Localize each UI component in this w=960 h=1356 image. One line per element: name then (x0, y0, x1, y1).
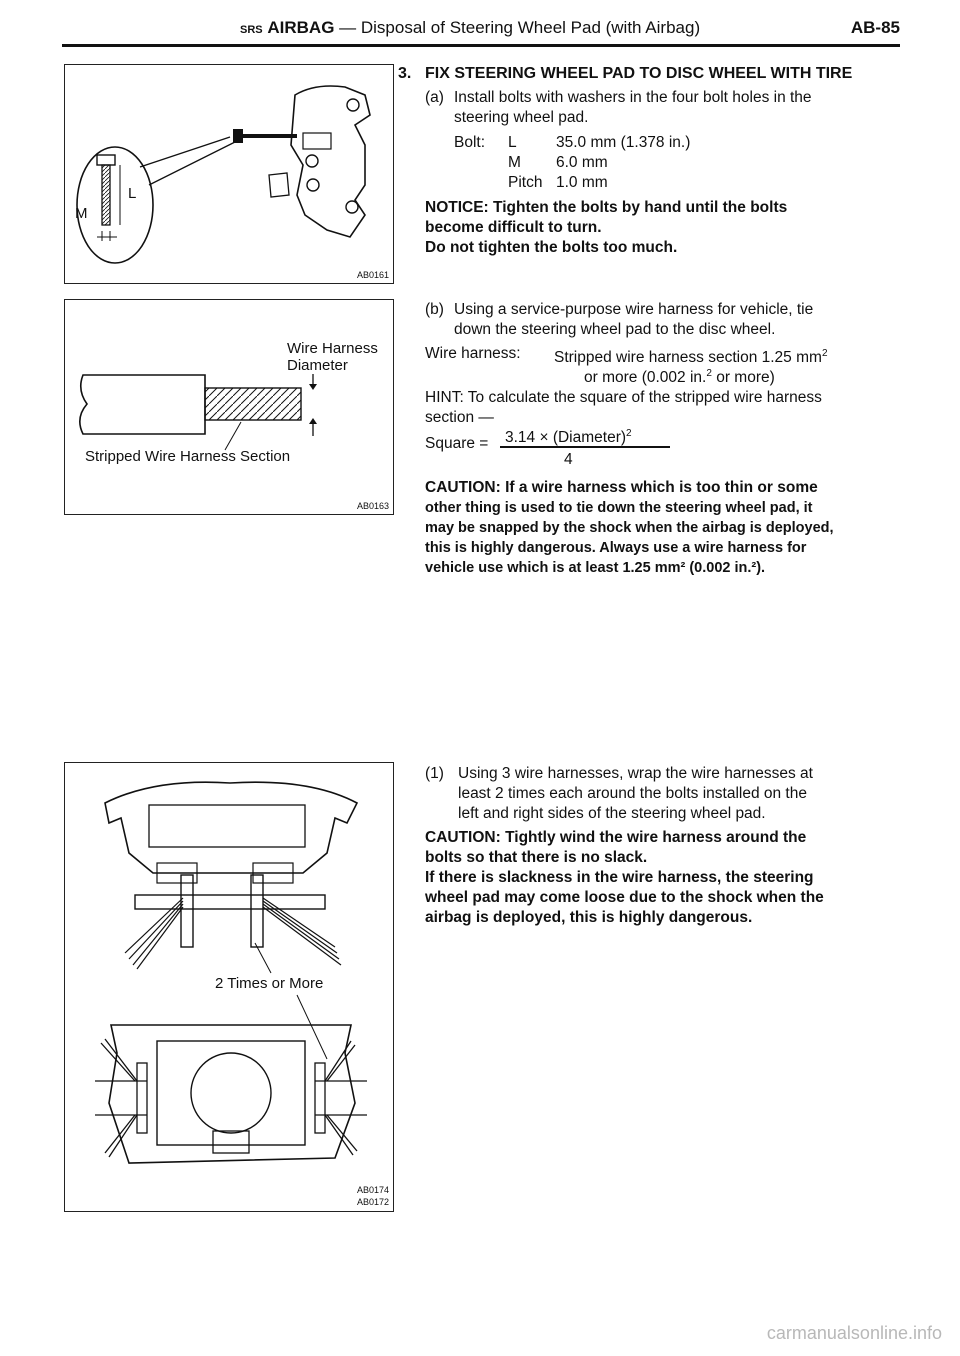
substep-marker: (b) (425, 301, 444, 318)
spec-key: M (508, 154, 521, 171)
hint-line: section — (425, 409, 494, 426)
spec-label: Bolt: (454, 134, 486, 151)
figure-code: AB0163 (356, 501, 389, 511)
spec-value-text: or more (0.002 in. (584, 369, 707, 387)
paragraph-line: Using 3 wire harnesses, wrap the wire harnesses at (458, 765, 813, 782)
page-header (240, 14, 900, 42)
page-number: AB-85 (850, 18, 900, 37)
step-title: FIX STEERING WHEEL PAD TO DISC WHEEL WITH TIRE (425, 65, 853, 82)
superscript: 2 (706, 368, 712, 379)
figure-code-secondary: AB0172 (356, 1197, 389, 1207)
header-airbag: AIRBAG (267, 18, 335, 37)
caution-line: airbag is deployed, this is highly dangerous. (425, 909, 753, 926)
step-number: 3. (398, 65, 412, 82)
paragraph-line: left and right sides of the steering wheel pad. (458, 805, 766, 822)
spec-value: 1.0 mm (556, 174, 608, 191)
header-srs: SRS (240, 24, 263, 36)
figure-wire-section (64, 299, 394, 515)
hint-line: HINT: To calculate the square of the stripped wire harness (425, 389, 822, 406)
caution-line: CAUTION: Tightly wind the wire harness around the (425, 829, 807, 846)
bolt-install-illustration (65, 65, 393, 283)
caution-line: vehicle use which is at least 1.25 mm² (0.002 in.²). (425, 560, 766, 576)
formula-denominator: 4 (564, 451, 573, 468)
header-rule (62, 44, 900, 47)
fraction-bar (500, 446, 670, 448)
watermark: carmanualsonline.info (766, 1323, 942, 1343)
figure-code: AB0174 (356, 1185, 389, 1195)
substep-marker: (1) (425, 765, 444, 782)
spec-value: 35.0 mm (1.378 in.) (556, 134, 691, 151)
spec-value-text: or more) (711, 369, 775, 387)
dimension-label-m: M (75, 205, 88, 222)
formula-numerator-text: 3.14 × (Diameter) (505, 429, 627, 447)
superscript: 2 (821, 348, 828, 359)
figure-wrap-harness (64, 762, 394, 1212)
substep-marker: (a) (425, 89, 444, 106)
label-two-times: 2 Times or More (215, 975, 324, 992)
spec-value-text: Stripped wire harness section 1.25 mm (554, 349, 822, 367)
caution-line: bolts so that there is no slack. (425, 849, 648, 866)
paragraph-line: steering wheel pad. (454, 109, 589, 126)
notice-line: Do not tighten the bolts too much. (425, 239, 678, 256)
formula-numerator (505, 424, 632, 448)
paragraph-line: down the steering wheel pad to the disc wheel. (454, 321, 776, 338)
caution-line: other thing is used to tie down the steering wheel pad, it (425, 500, 813, 516)
paragraph-line: Using a service-purpose wire harness for vehicle, tie (454, 301, 814, 318)
spec-value: 6.0 mm (556, 154, 608, 171)
figure-code: AB0161 (356, 270, 389, 280)
dimension-label-l: L (128, 185, 137, 202)
header-title: — Disposal of Steering Wheel Pad (with Airbag) (339, 18, 701, 37)
caution-line: this is highly dangerous. Always use a wire harness for (425, 540, 807, 556)
paragraph-line: least 2 times each around the bolts installed on the (458, 785, 807, 802)
notice-line: become difficult to turn. (425, 219, 602, 236)
superscript: 2 (626, 428, 632, 439)
label-stripped-section: Stripped Wire Harness Section (85, 448, 291, 465)
paragraph-line: Install bolts with washers in the four bolt holes in the (454, 89, 812, 106)
figure-bolt-install (64, 64, 394, 284)
wire-section-illustration (65, 300, 393, 514)
spec-key: Pitch (508, 174, 543, 191)
spec-label: Wire harness: (425, 345, 521, 362)
formula-label: Square = (425, 435, 489, 452)
label-wire-diameter: Wire Harness Diameter (287, 340, 378, 374)
caution-line: CAUTION: If a wire harness which is too thin or some (425, 479, 818, 496)
spec-key: L (508, 134, 517, 151)
caution-line: If there is slackness in the wire harness, the steering (425, 869, 814, 886)
caution-line: wheel pad may come loose due to the shock when the (425, 889, 824, 906)
caution-line: may be snapped by the shock when the airbag is deployed, (425, 520, 834, 536)
header-title-line (240, 18, 700, 38)
notice-line: NOTICE: Tighten the bolts by hand until the bolts (425, 199, 788, 216)
spec-value (584, 364, 775, 388)
